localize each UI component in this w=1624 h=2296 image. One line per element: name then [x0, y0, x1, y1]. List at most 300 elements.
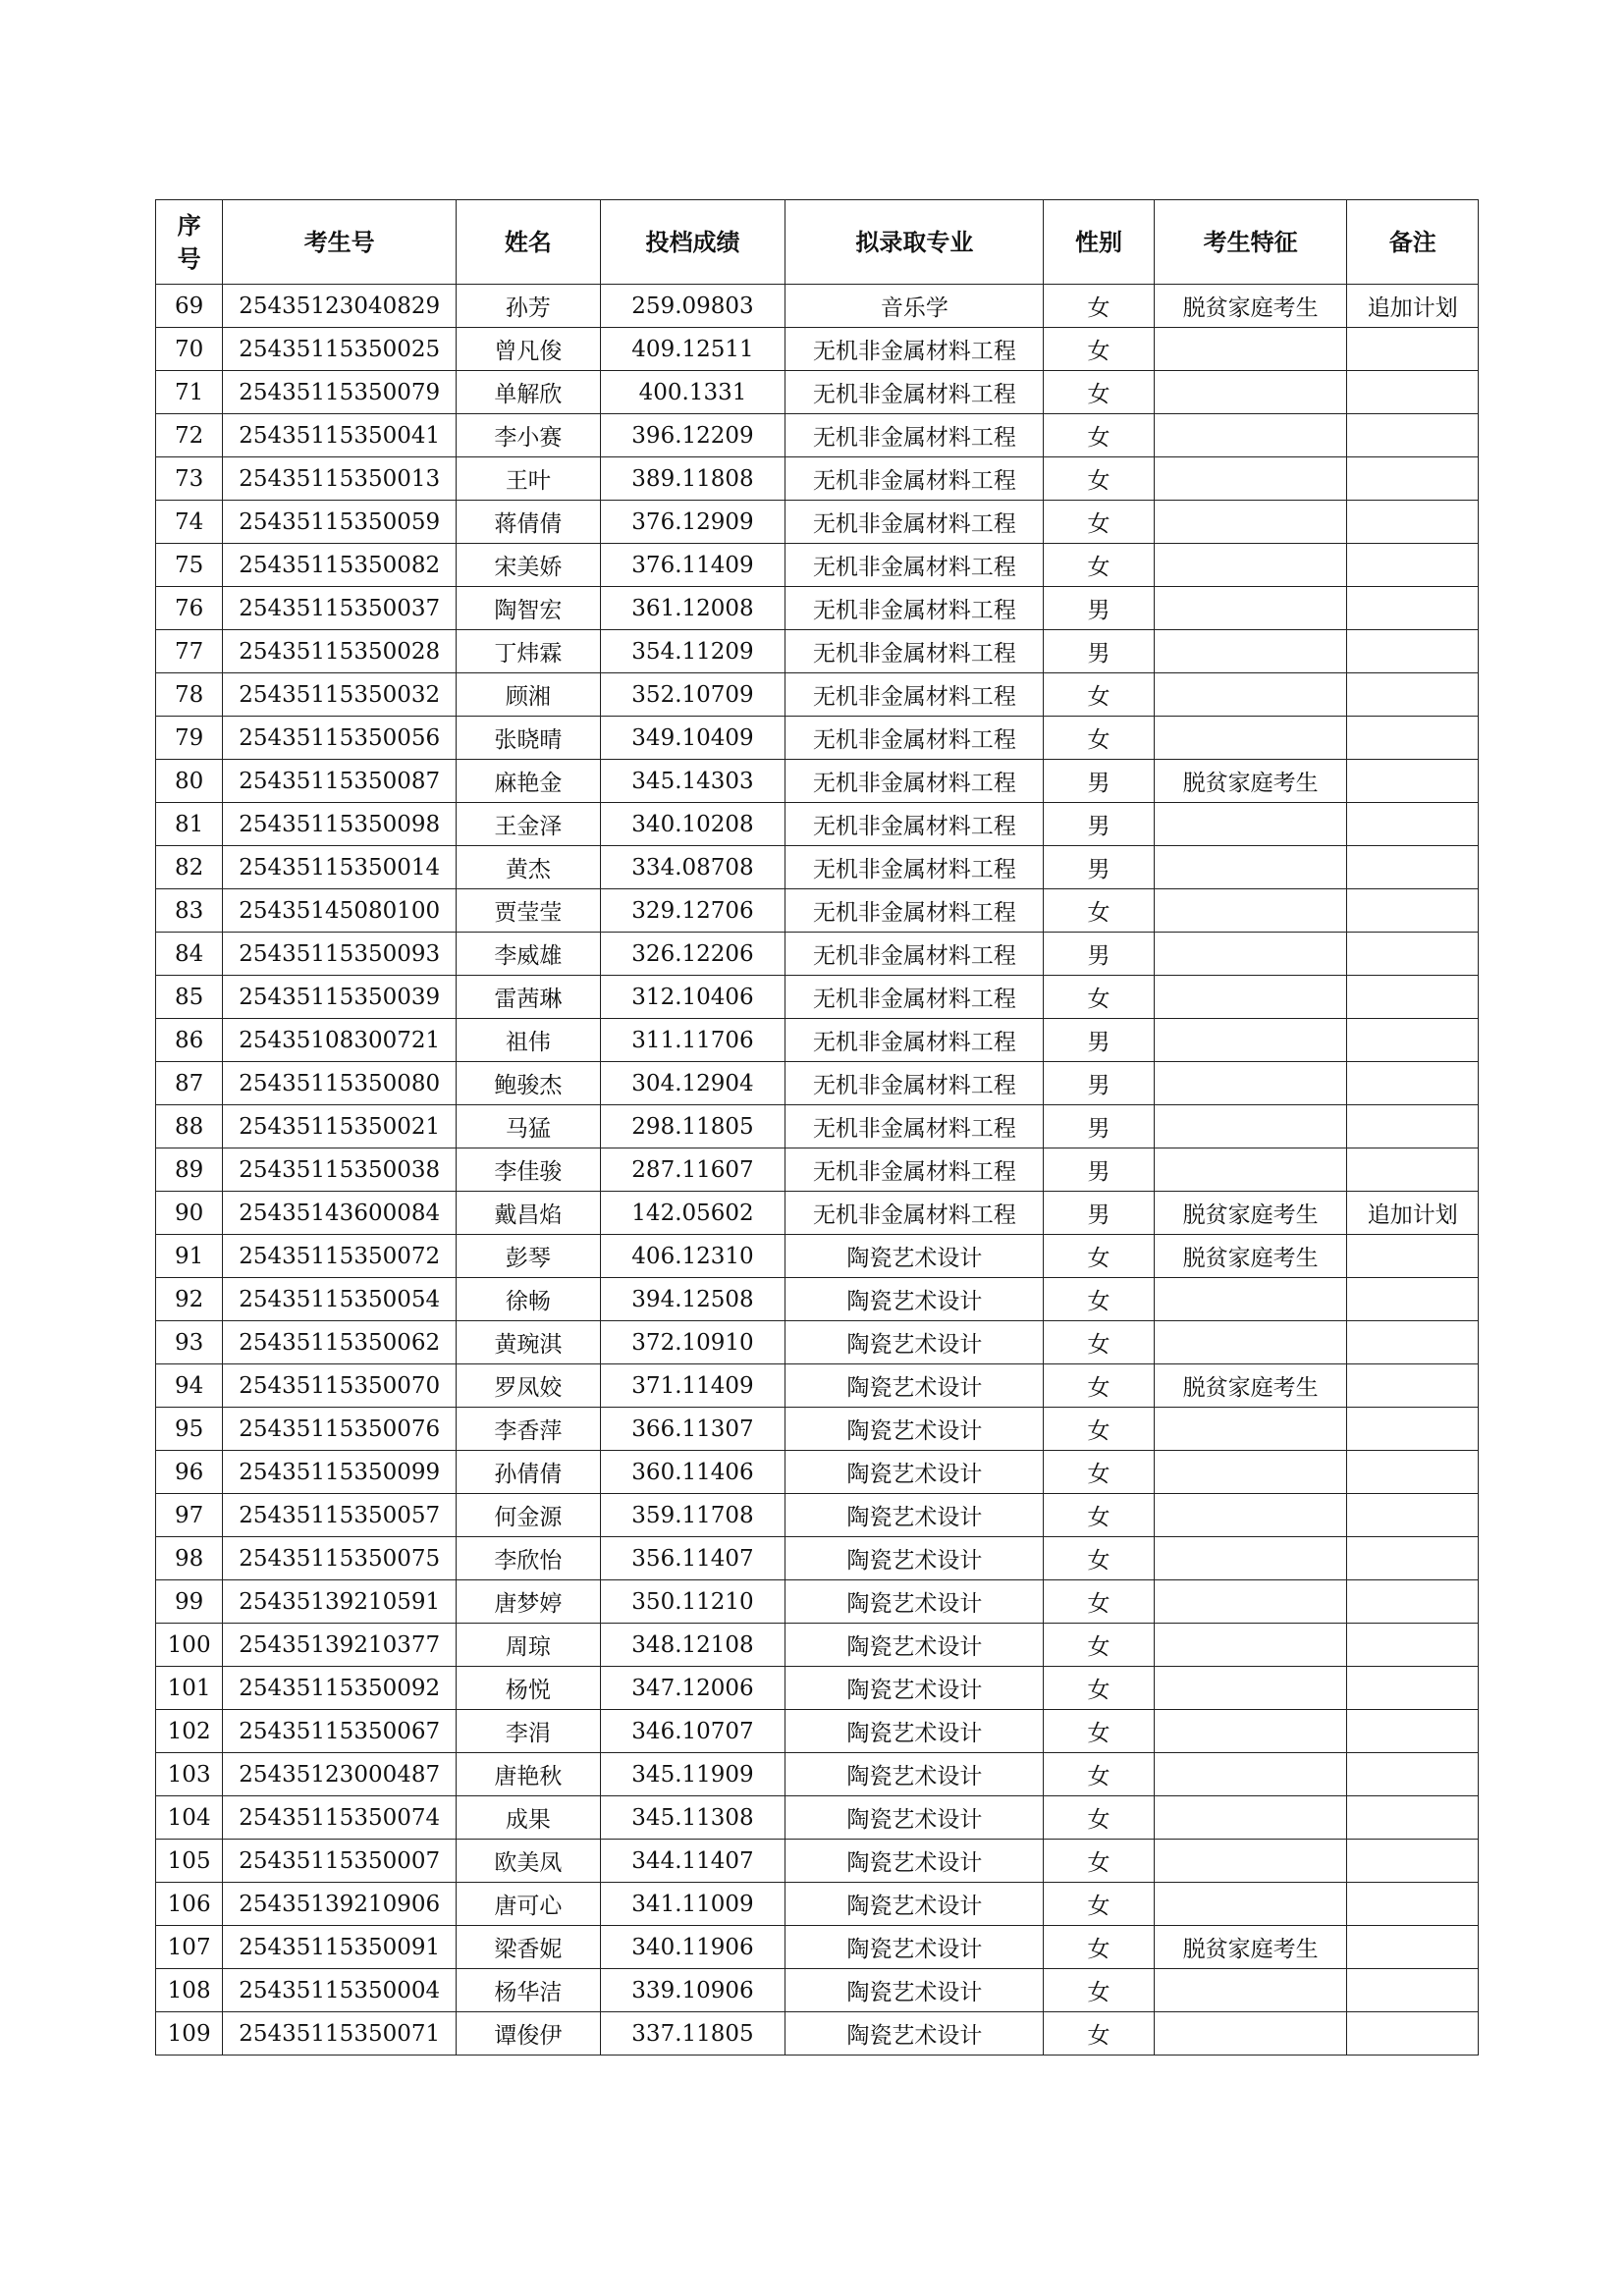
cell-remark	[1347, 1235, 1479, 1278]
cell-seq: 99	[156, 1580, 223, 1624]
cell-gender: 女	[1044, 1926, 1154, 1969]
cell-exam-number: 25435139210906	[223, 1883, 457, 1926]
table-row	[156, 1364, 1479, 1408]
cell-score: 337.11805	[600, 2012, 785, 2056]
cell-feature	[1154, 933, 1347, 976]
cell-score: 350.11210	[600, 1580, 785, 1624]
cell-feature	[1154, 803, 1347, 846]
header-gender: 性别	[1044, 200, 1154, 285]
cell-remark	[1347, 717, 1479, 760]
cell-feature: 脱贫家庭考生	[1154, 760, 1347, 803]
cell-exam-number: 25435115350014	[223, 846, 457, 889]
cell-major: 陶瓷艺术设计	[785, 1408, 1044, 1451]
cell-score: 329.12706	[600, 889, 785, 933]
admission-list-table	[155, 199, 1479, 2056]
cell-exam-number: 25435115350062	[223, 1321, 457, 1364]
cell-exam-number: 25435115350099	[223, 1451, 457, 1494]
cell-seq: 89	[156, 1148, 223, 1192]
cell-score: 345.14303	[600, 760, 785, 803]
cell-name: 顾湘	[457, 673, 601, 717]
cell-seq: 105	[156, 1840, 223, 1883]
cell-major: 陶瓷艺术设计	[785, 1710, 1044, 1753]
cell-seq: 78	[156, 673, 223, 717]
cell-score: 348.12108	[600, 1624, 785, 1667]
cell-feature	[1154, 1148, 1347, 1192]
cell-score: 311.11706	[600, 1019, 785, 1062]
cell-major: 陶瓷艺术设计	[785, 1926, 1044, 1969]
cell-major: 无机非金属材料工程	[785, 1148, 1044, 1192]
cell-gender: 男	[1044, 1062, 1154, 1105]
cell-exam-number: 25435143600084	[223, 1192, 457, 1235]
cell-feature	[1154, 1624, 1347, 1667]
cell-gender: 男	[1044, 1105, 1154, 1148]
cell-gender: 女	[1044, 457, 1154, 501]
cell-name: 李香萍	[457, 1408, 601, 1451]
cell-feature	[1154, 673, 1347, 717]
cell-score: 376.12909	[600, 501, 785, 544]
cell-gender: 男	[1044, 630, 1154, 673]
cell-name: 蒋倩倩	[457, 501, 601, 544]
cell-feature	[1154, 630, 1347, 673]
cell-gender: 男	[1044, 1019, 1154, 1062]
cell-score: 287.11607	[600, 1148, 785, 1192]
cell-name: 孙芳	[457, 285, 601, 328]
cell-feature: 脱贫家庭考生	[1154, 1364, 1347, 1408]
cell-feature	[1154, 717, 1347, 760]
cell-major: 陶瓷艺术设计	[785, 1537, 1044, 1580]
cell-remark	[1347, 1494, 1479, 1537]
cell-score: 334.08708	[600, 846, 785, 889]
cell-name: 王金泽	[457, 803, 601, 846]
cell-exam-number: 25435115350082	[223, 544, 457, 587]
header-name: 姓名	[457, 200, 601, 285]
table-row	[156, 371, 1479, 414]
cell-seq: 72	[156, 414, 223, 457]
cell-major: 陶瓷艺术设计	[785, 1753, 1044, 1796]
cell-gender: 男	[1044, 846, 1154, 889]
cell-name: 杨悦	[457, 1667, 601, 1710]
cell-feature	[1154, 1537, 1347, 1580]
cell-feature	[1154, 1753, 1347, 1796]
cell-exam-number: 25435115350004	[223, 1969, 457, 2012]
cell-name: 李佳骏	[457, 1148, 601, 1192]
cell-name: 戴昌焰	[457, 1192, 601, 1235]
cell-gender: 女	[1044, 544, 1154, 587]
cell-name: 李小赛	[457, 414, 601, 457]
table-row	[156, 1883, 1479, 1926]
cell-name: 黄琬淇	[457, 1321, 601, 1364]
cell-seq: 96	[156, 1451, 223, 1494]
table-row	[156, 328, 1479, 371]
cell-gender: 女	[1044, 1753, 1154, 1796]
cell-seq: 81	[156, 803, 223, 846]
cell-feature	[1154, 976, 1347, 1019]
header-score: 投档成绩	[600, 200, 785, 285]
cell-score: 346.10707	[600, 1710, 785, 1753]
cell-exam-number: 25435115350038	[223, 1148, 457, 1192]
table-row	[156, 1019, 1479, 1062]
cell-seq: 91	[156, 1235, 223, 1278]
cell-exam-number: 25435139210377	[223, 1624, 457, 1667]
cell-score: 347.12006	[600, 1667, 785, 1710]
table-row	[156, 1062, 1479, 1105]
cell-seq: 102	[156, 1710, 223, 1753]
cell-score: 400.1331	[600, 371, 785, 414]
cell-feature	[1154, 328, 1347, 371]
cell-feature: 脱贫家庭考生	[1154, 1235, 1347, 1278]
cell-score: 298.11805	[600, 1105, 785, 1148]
cell-gender: 女	[1044, 1494, 1154, 1537]
cell-gender: 女	[1044, 285, 1154, 328]
cell-score: 304.12904	[600, 1062, 785, 1105]
cell-seq: 83	[156, 889, 223, 933]
cell-remark	[1347, 544, 1479, 587]
cell-score: 259.09803	[600, 285, 785, 328]
cell-gender: 女	[1044, 673, 1154, 717]
cell-feature	[1154, 1062, 1347, 1105]
cell-seq: 109	[156, 2012, 223, 2056]
table-header-row	[156, 200, 1479, 285]
cell-exam-number: 25435115350098	[223, 803, 457, 846]
cell-exam-number: 25435115350056	[223, 717, 457, 760]
cell-major: 陶瓷艺术设计	[785, 1451, 1044, 1494]
cell-remark	[1347, 1969, 1479, 2012]
cell-major: 无机非金属材料工程	[785, 803, 1044, 846]
cell-feature	[1154, 501, 1347, 544]
cell-score: 326.12206	[600, 933, 785, 976]
table-row	[156, 760, 1479, 803]
cell-feature	[1154, 1840, 1347, 1883]
cell-name: 唐梦婷	[457, 1580, 601, 1624]
cell-exam-number: 25435115350041	[223, 414, 457, 457]
table-row	[156, 457, 1479, 501]
cell-score: 352.10709	[600, 673, 785, 717]
table-row	[156, 1537, 1479, 1580]
cell-seq: 88	[156, 1105, 223, 1148]
cell-name: 罗凤姣	[457, 1364, 601, 1408]
cell-major: 无机非金属材料工程	[785, 760, 1044, 803]
cell-remark	[1347, 1667, 1479, 1710]
cell-name: 雷茜琳	[457, 976, 601, 1019]
cell-exam-number: 25435115350039	[223, 976, 457, 1019]
cell-name: 何金源	[457, 1494, 601, 1537]
cell-exam-number: 25435115350075	[223, 1537, 457, 1580]
cell-score: 366.11307	[600, 1408, 785, 1451]
cell-gender: 女	[1044, 1840, 1154, 1883]
cell-feature	[1154, 1451, 1347, 1494]
cell-seq: 106	[156, 1883, 223, 1926]
cell-name: 李涓	[457, 1710, 601, 1753]
cell-remark	[1347, 673, 1479, 717]
cell-exam-number: 25435115350032	[223, 673, 457, 717]
table-row	[156, 673, 1479, 717]
cell-gender: 女	[1044, 1883, 1154, 1926]
cell-exam-number: 25435115350076	[223, 1408, 457, 1451]
table-row	[156, 1408, 1479, 1451]
cell-name: 孙倩倩	[457, 1451, 601, 1494]
cell-gender: 女	[1044, 1667, 1154, 1710]
cell-remark	[1347, 2012, 1479, 2056]
table-row	[156, 544, 1479, 587]
cell-score: 394.12508	[600, 1278, 785, 1321]
cell-exam-number: 25435108300721	[223, 1019, 457, 1062]
cell-feature	[1154, 1969, 1347, 2012]
cell-gender: 男	[1044, 760, 1154, 803]
table-row	[156, 1753, 1479, 1796]
cell-name: 谭俊伊	[457, 2012, 601, 2056]
cell-remark	[1347, 1408, 1479, 1451]
cell-major: 陶瓷艺术设计	[785, 1796, 1044, 1840]
cell-seq: 97	[156, 1494, 223, 1537]
cell-exam-number: 25435115350080	[223, 1062, 457, 1105]
cell-feature	[1154, 1796, 1347, 1840]
cell-exam-number: 25435115350093	[223, 933, 457, 976]
cell-remark	[1347, 1364, 1479, 1408]
cell-gender: 女	[1044, 1624, 1154, 1667]
cell-name: 陶智宏	[457, 587, 601, 630]
table-row	[156, 1796, 1479, 1840]
cell-name: 麻艳金	[457, 760, 601, 803]
cell-remark	[1347, 1926, 1479, 1969]
cell-remark	[1347, 414, 1479, 457]
cell-feature: 脱贫家庭考生	[1154, 285, 1347, 328]
cell-score: 312.10406	[600, 976, 785, 1019]
cell-gender: 女	[1044, 1321, 1154, 1364]
header-feature: 考生特征	[1154, 200, 1347, 285]
cell-seq: 87	[156, 1062, 223, 1105]
table-row	[156, 1192, 1479, 1235]
cell-gender: 女	[1044, 976, 1154, 1019]
cell-name: 徐畅	[457, 1278, 601, 1321]
cell-gender: 女	[1044, 2012, 1154, 2056]
cell-exam-number: 25435115350013	[223, 457, 457, 501]
table-row	[156, 976, 1479, 1019]
cell-major: 无机非金属材料工程	[785, 976, 1044, 1019]
table-row	[156, 846, 1479, 889]
cell-major: 陶瓷艺术设计	[785, 1624, 1044, 1667]
cell-seq: 80	[156, 760, 223, 803]
cell-seq: 84	[156, 933, 223, 976]
cell-feature	[1154, 1321, 1347, 1364]
cell-major: 无机非金属材料工程	[785, 717, 1044, 760]
cell-major: 陶瓷艺术设计	[785, 1667, 1044, 1710]
table-row	[156, 414, 1479, 457]
table-row	[156, 1148, 1479, 1192]
table-row	[156, 630, 1479, 673]
header-seq-line-2: 号	[177, 244, 201, 273]
table-row	[156, 1710, 1479, 1753]
cell-remark: 追加计划	[1347, 285, 1479, 328]
table-row	[156, 1624, 1479, 1667]
cell-gender: 男	[1044, 1192, 1154, 1235]
header-seq	[156, 200, 223, 285]
cell-gender: 女	[1044, 1408, 1154, 1451]
cell-score: 340.10208	[600, 803, 785, 846]
table-row	[156, 933, 1479, 976]
cell-feature	[1154, 1494, 1347, 1537]
cell-major: 无机非金属材料工程	[785, 630, 1044, 673]
cell-name: 李欣怡	[457, 1537, 601, 1580]
cell-feature	[1154, 1667, 1347, 1710]
cell-score: 360.11406	[600, 1451, 785, 1494]
cell-score: 344.11407	[600, 1840, 785, 1883]
cell-name: 彭琴	[457, 1235, 601, 1278]
cell-major: 无机非金属材料工程	[785, 889, 1044, 933]
cell-seq: 101	[156, 1667, 223, 1710]
cell-remark	[1347, 1278, 1479, 1321]
cell-seq: 95	[156, 1408, 223, 1451]
cell-gender: 男	[1044, 933, 1154, 976]
cell-exam-number: 25435115350059	[223, 501, 457, 544]
cell-score: 339.10906	[600, 1969, 785, 2012]
cell-major: 陶瓷艺术设计	[785, 1321, 1044, 1364]
cell-exam-number: 25435115350079	[223, 371, 457, 414]
cell-remark	[1347, 1840, 1479, 1883]
cell-score: 361.12008	[600, 587, 785, 630]
cell-gender: 女	[1044, 328, 1154, 371]
cell-gender: 女	[1044, 1537, 1154, 1580]
table-row	[156, 889, 1479, 933]
table-row	[156, 2012, 1479, 2056]
cell-name: 成果	[457, 1796, 601, 1840]
cell-score: 345.11308	[600, 1796, 785, 1840]
cell-seq: 77	[156, 630, 223, 673]
cell-major: 陶瓷艺术设计	[785, 1235, 1044, 1278]
cell-remark	[1347, 457, 1479, 501]
table-row	[156, 1321, 1479, 1364]
cell-exam-number: 25435115350057	[223, 1494, 457, 1537]
cell-name: 贾莹莹	[457, 889, 601, 933]
cell-name: 唐可心	[457, 1883, 601, 1926]
cell-seq: 90	[156, 1192, 223, 1235]
cell-score: 349.10409	[600, 717, 785, 760]
cell-feature	[1154, 587, 1347, 630]
cell-feature	[1154, 2012, 1347, 2056]
cell-gender: 女	[1044, 501, 1154, 544]
cell-exam-number: 25435115350028	[223, 630, 457, 673]
cell-score: 359.11708	[600, 1494, 785, 1537]
cell-major: 无机非金属材料工程	[785, 1192, 1044, 1235]
cell-name: 马猛	[457, 1105, 601, 1148]
cell-major: 无机非金属材料工程	[785, 933, 1044, 976]
cell-feature	[1154, 889, 1347, 933]
cell-name: 丁炜霖	[457, 630, 601, 673]
table-row	[156, 803, 1479, 846]
cell-name: 黄杰	[457, 846, 601, 889]
cell-major: 无机非金属材料工程	[785, 544, 1044, 587]
cell-remark	[1347, 1624, 1479, 1667]
cell-major: 无机非金属材料工程	[785, 587, 1044, 630]
cell-major: 无机非金属材料工程	[785, 501, 1044, 544]
header-remark: 备注	[1347, 200, 1479, 285]
table-row	[156, 1105, 1479, 1148]
table-row	[156, 1278, 1479, 1321]
cell-seq: 73	[156, 457, 223, 501]
cell-remark	[1347, 371, 1479, 414]
cell-remark	[1347, 1321, 1479, 1364]
cell-exam-number: 25435115350070	[223, 1364, 457, 1408]
cell-seq: 79	[156, 717, 223, 760]
cell-exam-number: 25435115350067	[223, 1710, 457, 1753]
cell-feature	[1154, 1710, 1347, 1753]
cell-remark	[1347, 1883, 1479, 1926]
cell-seq: 76	[156, 587, 223, 630]
cell-remark	[1347, 1580, 1479, 1624]
cell-major: 无机非金属材料工程	[785, 846, 1044, 889]
cell-remark	[1347, 1451, 1479, 1494]
cell-remark	[1347, 328, 1479, 371]
cell-gender: 男	[1044, 803, 1154, 846]
cell-exam-number: 25435145080100	[223, 889, 457, 933]
cell-major: 音乐学	[785, 285, 1044, 328]
cell-gender: 女	[1044, 1710, 1154, 1753]
cell-score: 371.11409	[600, 1364, 785, 1408]
cell-seq: 85	[156, 976, 223, 1019]
cell-name: 周琼	[457, 1624, 601, 1667]
cell-gender: 女	[1044, 1580, 1154, 1624]
cell-name: 唐艳秋	[457, 1753, 601, 1796]
cell-remark	[1347, 1062, 1479, 1105]
cell-major: 无机非金属材料工程	[785, 457, 1044, 501]
cell-major: 无机非金属材料工程	[785, 673, 1044, 717]
cell-score: 356.11407	[600, 1537, 785, 1580]
table-row	[156, 1926, 1479, 1969]
cell-name: 杨华洁	[457, 1969, 601, 2012]
cell-name: 王叶	[457, 457, 601, 501]
cell-major: 无机非金属材料工程	[785, 1105, 1044, 1148]
cell-exam-number: 25435115350037	[223, 587, 457, 630]
cell-major: 陶瓷艺术设计	[785, 1364, 1044, 1408]
cell-remark	[1347, 933, 1479, 976]
cell-score: 142.05602	[600, 1192, 785, 1235]
cell-major: 无机非金属材料工程	[785, 414, 1044, 457]
header-exam-number: 考生号	[223, 200, 457, 285]
cell-score: 409.12511	[600, 328, 785, 371]
cell-name: 李威雄	[457, 933, 601, 976]
table-row	[156, 1451, 1479, 1494]
cell-major: 陶瓷艺术设计	[785, 1883, 1044, 1926]
cell-name: 张晓晴	[457, 717, 601, 760]
cell-seq: 82	[156, 846, 223, 889]
cell-major: 无机非金属材料工程	[785, 1062, 1044, 1105]
cell-seq: 93	[156, 1321, 223, 1364]
cell-feature	[1154, 1105, 1347, 1148]
cell-feature	[1154, 1883, 1347, 1926]
cell-gender: 女	[1044, 371, 1154, 414]
cell-seq: 107	[156, 1926, 223, 1969]
cell-name: 单解欣	[457, 371, 601, 414]
cell-gender: 男	[1044, 1148, 1154, 1192]
cell-remark	[1347, 846, 1479, 889]
cell-major: 无机非金属材料工程	[785, 1019, 1044, 1062]
cell-remark	[1347, 760, 1479, 803]
cell-major: 无机非金属材料工程	[785, 328, 1044, 371]
cell-gender: 女	[1044, 1969, 1154, 2012]
cell-remark	[1347, 1710, 1479, 1753]
cell-name: 鲍骏杰	[457, 1062, 601, 1105]
cell-remark	[1347, 501, 1479, 544]
cell-remark	[1347, 976, 1479, 1019]
table-row	[156, 1840, 1479, 1883]
header-major: 拟录取专业	[785, 200, 1044, 285]
cell-gender: 女	[1044, 1235, 1154, 1278]
cell-feature	[1154, 846, 1347, 889]
cell-seq: 94	[156, 1364, 223, 1408]
cell-gender: 女	[1044, 1451, 1154, 1494]
cell-gender: 女	[1044, 717, 1154, 760]
cell-seq: 75	[156, 544, 223, 587]
cell-feature	[1154, 414, 1347, 457]
